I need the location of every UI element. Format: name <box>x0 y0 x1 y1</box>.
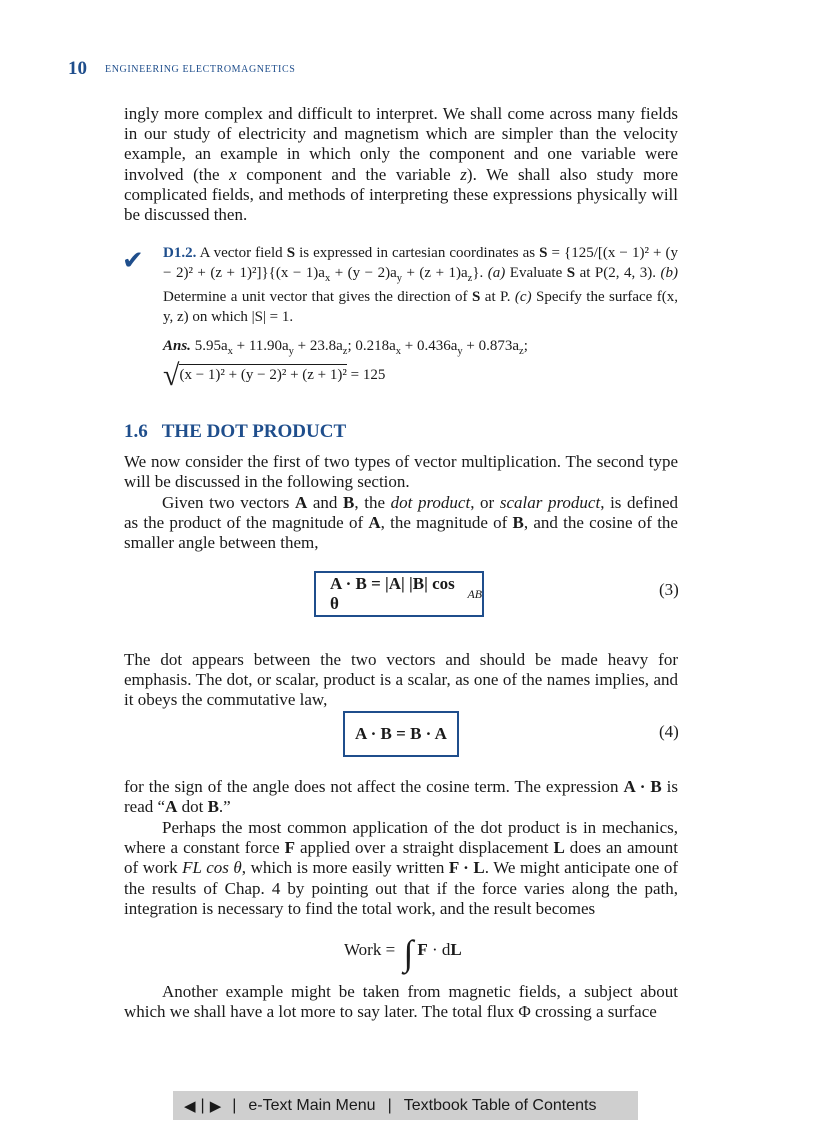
body-paragraph: Another example might be taken from magnetic fields, a subject about which we shall have a lot more to say later. The total flux Φ crossing a surface <box>124 982 678 1022</box>
section-title: THE DOT PRODUCT <box>161 421 347 442</box>
equation-4-box: A · B = B · A <box>343 711 459 757</box>
drill-problem: D1.2. A vector field S is expressed in cartesian coordinates as $S = \{125/[(x - 1)^2 + (y - 2)^2 + (z + 1)^2]\}\{(x - 1)a_x + (y - 2)a_y + (z + 1)a_z\}$. (a) Evaluate S at P(2, 4, 3). (b) Determine a unit vector that gives the direction of S at P. (c) Specify the surface f(x, y, z) on which |S| = 1. <box>163 245 679 325</box>
nav-separator: | <box>387 1096 392 1114</box>
body-paragraph: Given two vectors A and B, the dot product, or scalar product, is defined as the product of the magnitude of A, the magnitude of B, and the cosine of the smaller angle between them, <box>124 493 678 553</box>
table-of-contents-link[interactable]: Textbook Table of Contents <box>403 1096 597 1114</box>
body-paragraph: for the sign of the angle does not affect the cosine term. The expression A · B is read “A dot B.” <box>124 777 678 817</box>
integral-symbol: ∫ <box>403 933 414 973</box>
body-paragraph: We now consider the first of two types of vector multiplication. The second type will be discussed in the following section. <box>124 452 678 492</box>
sqrt-symbol: √ <box>163 359 180 392</box>
navigation-bar <box>173 1091 638 1120</box>
previous-page-icon[interactable]: ◀ <box>184 1097 196 1115</box>
etext-main-menu-link[interactable]: e-Text Main Menu <box>248 1096 376 1114</box>
drill-answer-surface: √(x − 1)² + (y − 2)² + (z + 1)² = 125 <box>163 359 386 392</box>
equation-number: (3) <box>659 580 679 599</box>
equation-3-box: A · B = |A| |B| cos θ AB <box>314 571 484 617</box>
nav-separator: | <box>200 1096 205 1114</box>
section-heading <box>124 421 346 443</box>
intro-paragraph: ingly more complex and difficult to interpret. We shall come across many fields in our study of electricity and magnetism which are simpler than the velocity example, an example in which only the component and one variable were involved (the x component and the variable z). We shall also study more complicated fields, and methods of interpreting these expressions physically will be discussed then. <box>124 104 679 225</box>
body-paragraph: The dot appears between the two vectors and should be made heavy for emphasis. The dot, or scalar, product is a scalar, as one of the names implies, and it obeys the commutative law, <box>124 650 678 710</box>
page-number: 10 <box>68 58 87 79</box>
work-equation: Work = ∫ F · dL <box>344 933 462 973</box>
drill-answer: Ans. $5.95a_x + 11.90a_y + 23.8a_z$; $0.218a_x + 0.436a_y + 0.873a_z$; <box>163 338 528 357</box>
running-title: ENGINEERING ELECTROMAGNETICS <box>105 64 296 75</box>
body-paragraph: Perhaps the most common application of the dot product is in mechanics, where a constant force F applied over a straight displacement L does an amount of work FL cos θ, which is more easily written F · L. We might anticipate one of the results of Chap. 4 by pointing out that if the force varies along the path, integration is necessary to find the total work, and the result becomes <box>124 818 679 918</box>
nav-separator: | <box>232 1096 237 1114</box>
checkmark-icon: ✔ <box>122 246 144 276</box>
equation-number: (4) <box>659 722 679 741</box>
next-page-icon[interactable]: ▶ <box>209 1097 222 1115</box>
section-number: 1.6 <box>124 421 148 442</box>
